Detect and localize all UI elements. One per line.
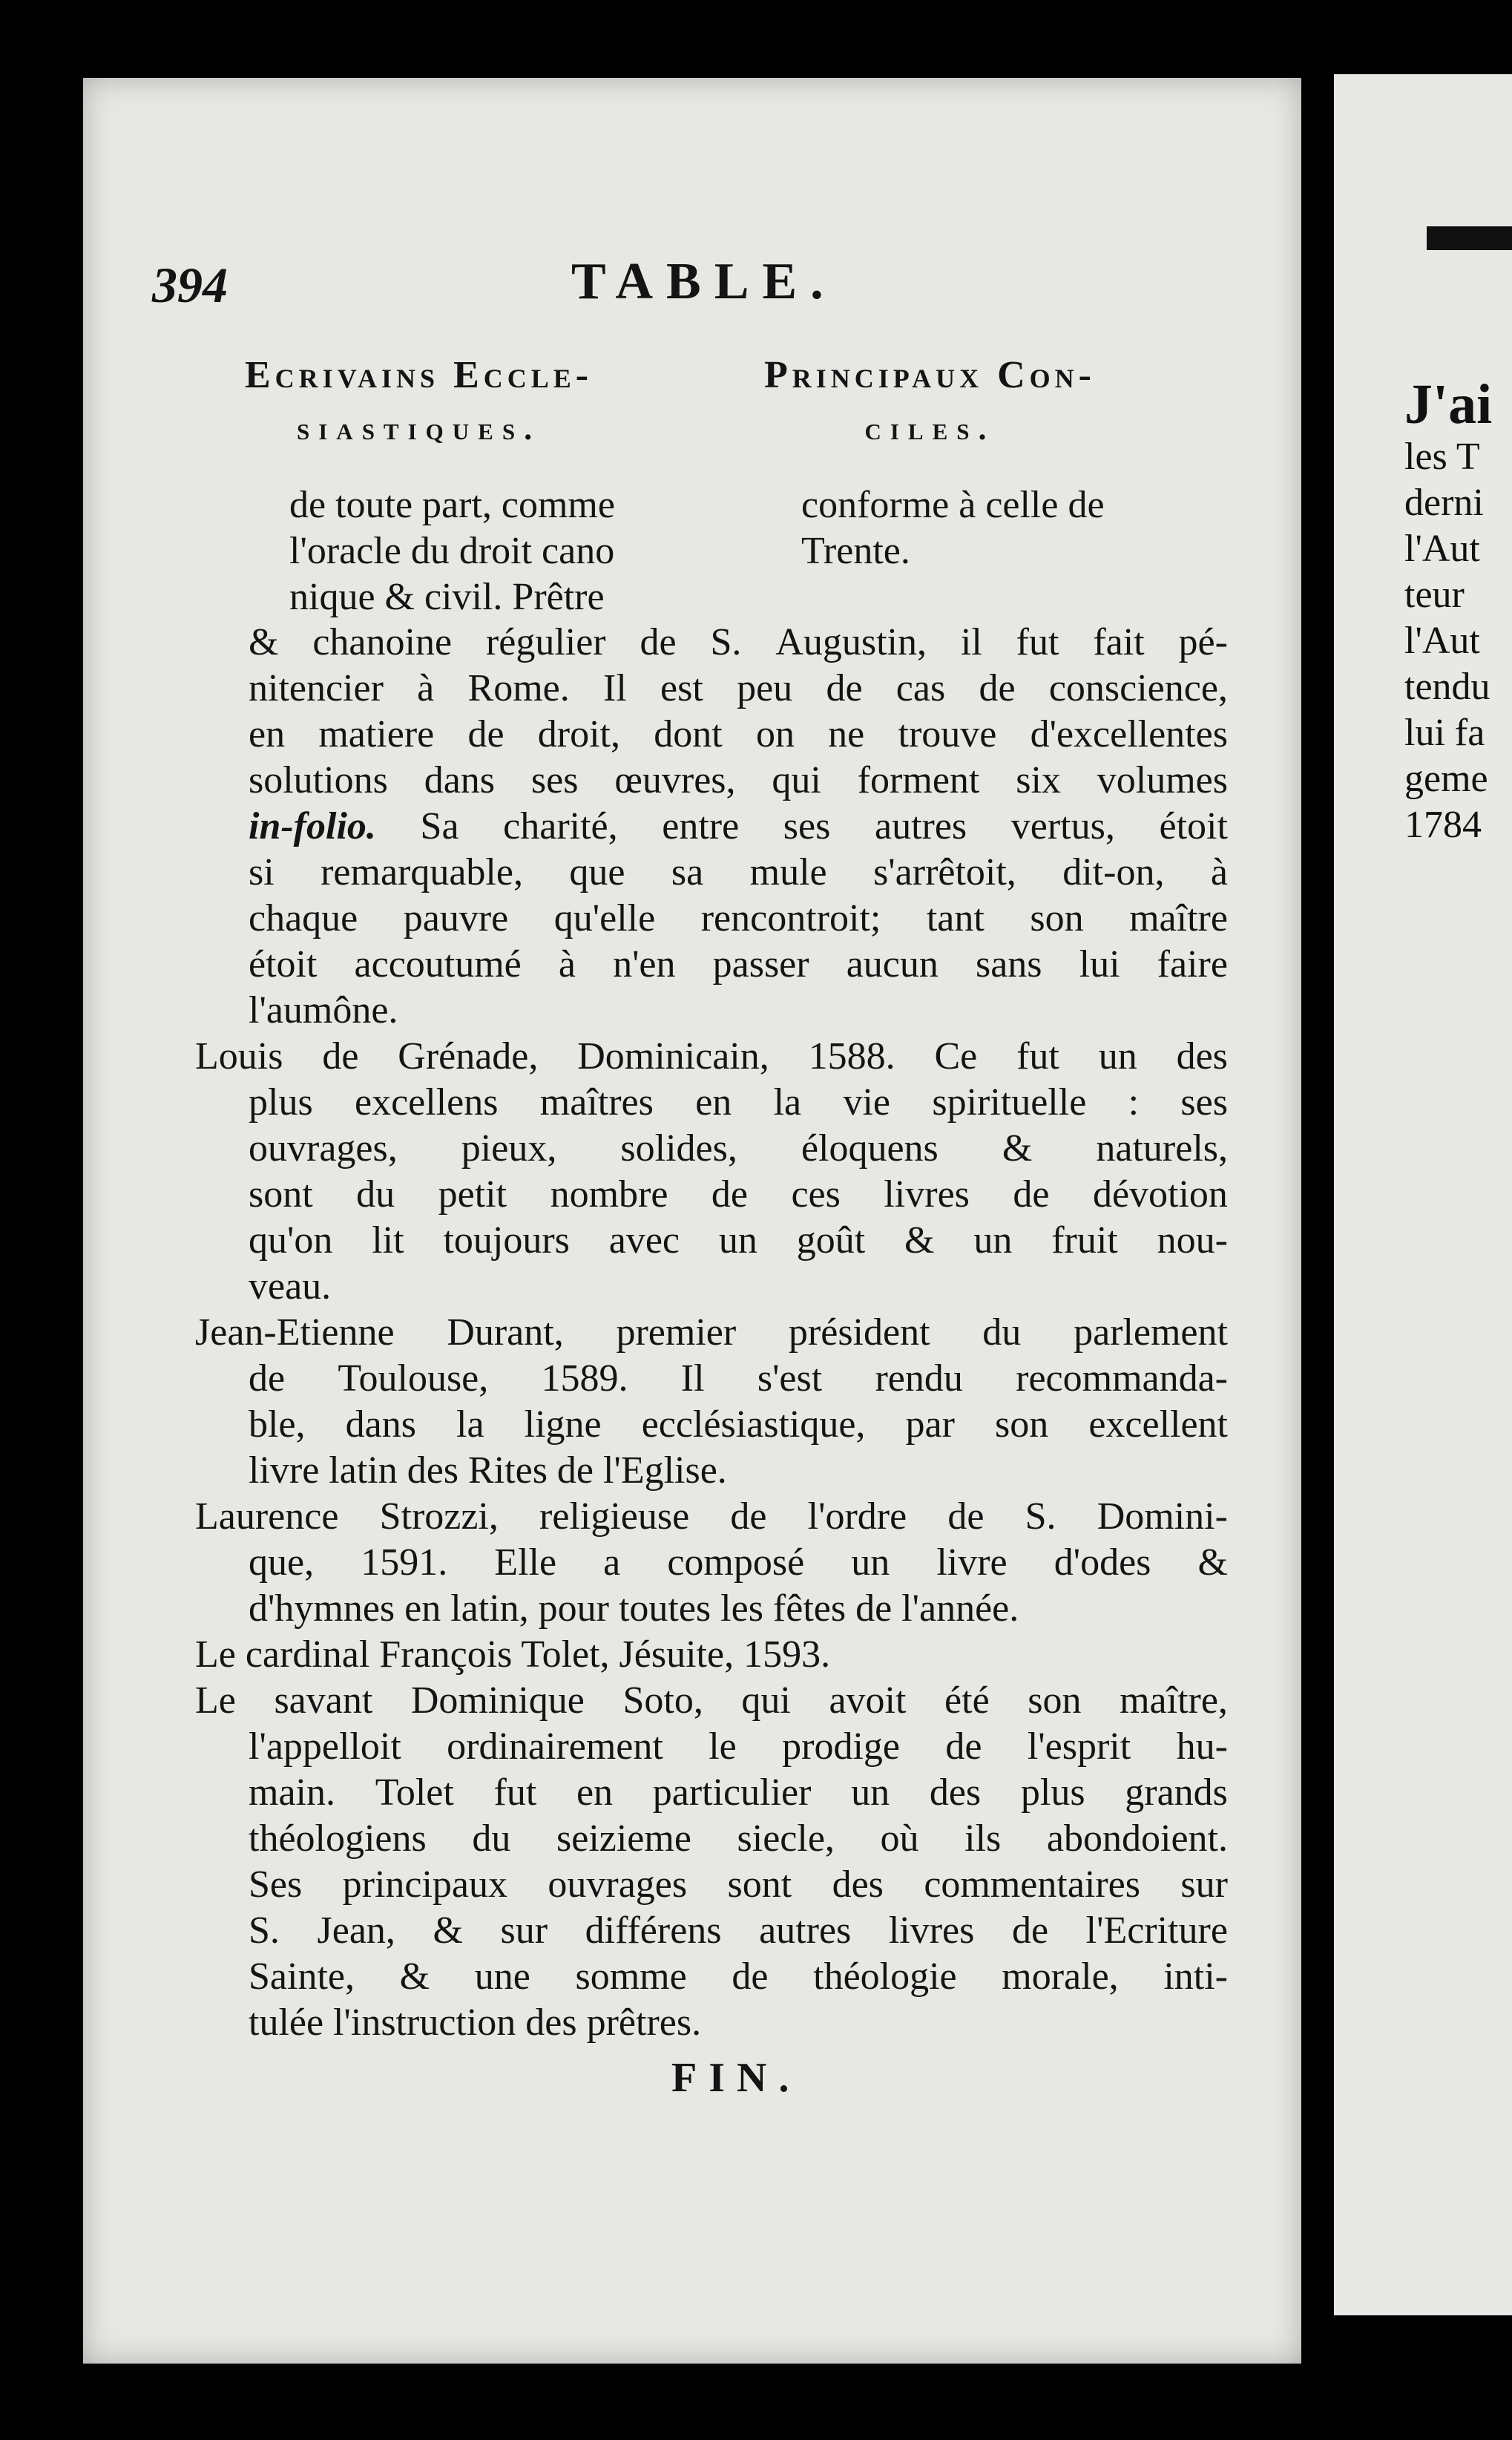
right-column-text — [801, 482, 1105, 574]
body-line: main. Tolet fut en particulier un des plus grands — [249, 1771, 1228, 1814]
facing-line: l'Aut — [1404, 620, 1480, 662]
body-line: qu'on lit toujours avec un goût & un fruit nou- — [249, 1219, 1228, 1262]
facing-line: teur — [1404, 574, 1465, 616]
body-line: livre latin des Rites de l'Eglise. — [249, 1449, 727, 1492]
body-line: Sainte, & une somme de théologie morale, inti- — [249, 1955, 1228, 1998]
body-line: l'appelloit ordinairement le prodige de l'esprit hu- — [249, 1725, 1228, 1768]
facing-line: J'ai — [1404, 373, 1493, 436]
facing-line: derni — [1404, 482, 1484, 524]
facing-line: tendu — [1404, 666, 1490, 708]
body-line: de Toulouse, 1589. Il s'est rendu recommanda- — [249, 1357, 1228, 1400]
left-heading-line2: siastiques. — [297, 410, 542, 447]
left-column-heading — [245, 349, 593, 456]
left-heading-line1: Ecrivains Eccle- — [245, 354, 594, 396]
right-column-heading — [764, 349, 1096, 456]
facing-page-text — [1404, 375, 1512, 848]
body-line: Le cardinal François Tolet, Jésuite, 1593. — [195, 1633, 831, 1676]
body-line: sont du petit nombre de ces livres de dévotion — [249, 1173, 1228, 1216]
body-line: Ses principaux ouvrages sont des commentaires sur — [249, 1863, 1228, 1906]
body-line: Louis de Grénade, Dominicain, 1588. Ce fut un des — [195, 1035, 1228, 1078]
text-line: de toute part, comme — [289, 484, 615, 526]
body-line: S. Jean, & sur différens autres livres de l'Ecriture — [249, 1909, 1228, 1952]
page-title: TABLE. — [571, 253, 837, 310]
body-line: in-folio. Sa charité, entre ses autres vertus, étoit — [249, 805, 1228, 847]
facing-line: 1784 — [1404, 804, 1482, 846]
text-line: conforme à celle de — [801, 484, 1105, 526]
body-line: Laurence Strozzi, religieuse de l'ordre de S. Domini- — [195, 1495, 1228, 1538]
body-line: d'hymnes en latin, pour toutes les fêtes de l'année. — [249, 1587, 1019, 1630]
left-column-text — [289, 482, 615, 620]
facing-line: les T — [1404, 436, 1480, 478]
body-line: Le savant Dominique Soto, qui avoit été son maître, — [195, 1679, 1228, 1722]
body-text — [195, 620, 1228, 2046]
decorative-rule — [1427, 226, 1512, 250]
facing-line: geme — [1404, 758, 1488, 800]
body-line: plus excellens maîtres en la vie spirituelle : ses — [249, 1081, 1228, 1124]
body-line: si remarquable, que sa mule s'arrêtoit, dit-on, à — [249, 851, 1228, 893]
body-line: ble, dans la ligne ecclésiastique, par son excellent — [249, 1403, 1228, 1446]
body-line: nitencier à Rome. Il est peu de cas de conscience, — [249, 667, 1228, 709]
body-line: & chanoine régulier de S. Augustin, il fut fait pé- — [249, 621, 1228, 663]
text-line: Trente. — [801, 530, 910, 572]
page-number: 394 — [152, 257, 228, 313]
facing-page — [1334, 74, 1512, 2315]
body-line: Jean-Etienne Durant, premier président du parlement — [195, 1311, 1228, 1354]
body-line: solutions dans ses œuvres, qui forment six volumes — [249, 759, 1228, 801]
body-line: tulée l'instruction des prêtres. — [249, 2001, 702, 2044]
fin-mark: FIN. — [671, 2055, 801, 2101]
body-line: étoit accoutumé à n'en passer aucun sans lui faire — [249, 943, 1228, 985]
facing-line: l'Aut — [1404, 528, 1480, 570]
body-line: que, 1591. Elle a composé un livre d'odes & — [249, 1541, 1228, 1584]
text-line: l'oracle du droit cano — [289, 530, 615, 572]
body-line: ouvrages, pieux, solides, éloquens & naturels, — [249, 1127, 1228, 1170]
body-line: veau. — [249, 1265, 332, 1308]
text-line: nique & civil. Prêtre — [289, 576, 605, 618]
right-heading-line2: ciles. — [864, 410, 996, 447]
facing-line: lui fa — [1404, 712, 1485, 754]
right-heading-line1: Principaux Con- — [764, 354, 1096, 396]
body-line: théologiens du seizieme siecle, où ils abondoient. — [249, 1817, 1228, 1860]
body-line: l'aumône. — [249, 989, 398, 1032]
body-line: chaque pauvre qu'elle rencontroit; tant son maître — [249, 897, 1228, 939]
body-line: en matiere de droit, dont on ne trouve d'excellentes — [249, 713, 1228, 755]
